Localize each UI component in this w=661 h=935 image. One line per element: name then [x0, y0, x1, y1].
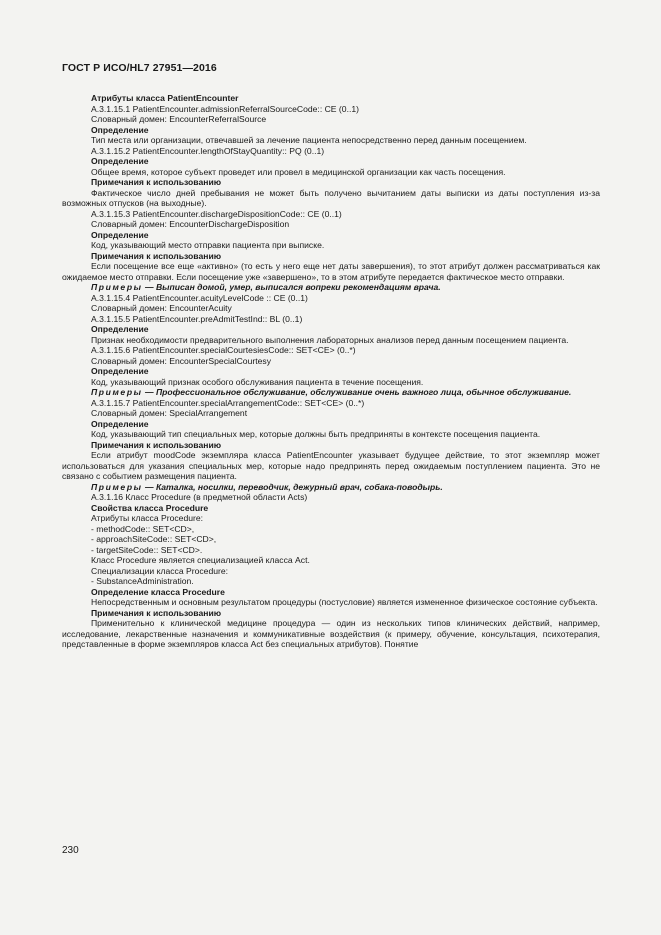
definition-heading: Определение класса Procedure — [91, 586, 225, 597]
document-header: ГОСТ Р ИСО/HL7 27951—2016 — [62, 62, 217, 74]
attribute-line: A.3.1.15.5 PatientEncounter.preAdmitTestInd:: BL (0..1) — [91, 313, 303, 324]
attributes-intro: Атрибуты класса Procedure: — [91, 513, 204, 523]
paragraph: Если посещение все еще «активно» (то есть у него еще нет даты завершения), то этот атрибут должен рассматриваться как ожидаемое место отправки. Если посещение уже «завершено», то в этом атрибуте передается фактическое место отправки. — [62, 261, 600, 282]
definition-heading: Определение — [91, 324, 149, 334]
definition-heading: Определение — [91, 229, 149, 240]
example-label: Примеры — [91, 481, 143, 492]
example-label: Примеры — [91, 282, 143, 292]
example-text: — Каталка, носилки, переводчик, дежурный врач, собака-поводырь. — [142, 481, 443, 492]
attribute-line: A.3.1.15.7 PatientEncounter.specialArrangementCode:: SET<CE> (0..*) — [91, 397, 365, 408]
page-number: 230 — [62, 845, 79, 856]
list-item: - targetSiteCode:: SET<CD>. — [91, 544, 203, 555]
attribute-line: A.3.1.15.3 PatientEncounter.dischargeDispositionCode:: CE (0..1) — [91, 208, 342, 219]
paragraph: Код, указывающий место отправки пациента при выписке. — [91, 240, 325, 250]
definition-heading: Определение — [91, 418, 149, 429]
paragraph: Код, указывающий тип специальных мер, которые должны быть предприняты в контексте посещения пациента. — [91, 429, 541, 439]
example-label: Примеры — [91, 387, 143, 397]
usage-notes-heading: Примечания к использованию — [91, 250, 222, 261]
usage-notes-heading: Примечания к использованию — [91, 177, 222, 187]
class-heading: A.3.1.16 Класс Procedure (в предметной области Acts) — [91, 492, 308, 502]
example-text: — Профессиональное обслуживание, обслуживание очень важного лица, обычное обслуживание. — [142, 387, 572, 397]
example-note — [62, 282, 600, 293]
definition-heading: Определение — [91, 124, 149, 135]
vocabulary-domain: Словарный домен: EncounterDischargeDisposition — [91, 219, 290, 229]
paragraph: Если атрибут moodCode экземпляра класса PatientEncounter указывает будущее действие, то этот экземпляр может использоваться для указания специальных мер, которые надо предпринять перед ожидаемым поступлением пациента. Это не связано с событием размещения пациента. — [62, 450, 600, 481]
vocabulary-domain: Словарный домен: EncounterAcuity — [91, 303, 232, 313]
paragraph: Фактическое число дней пребывания не может быть получено вычитанием даты выписки из даты поступления из-за возможных отпусков (на выходные). — [62, 187, 600, 208]
paragraph: Признак необходимости предварительного выполнения лабораторных анализов перед данным посещением пациента. — [91, 334, 569, 345]
attribute-line: A.3.1.15.4 PatientEncounter.acuityLevelCode :: CE (0..1) — [91, 292, 308, 303]
paragraph: Тип места или организации, отвечавшей за лечение пациента непосредственно перед данным посещением. — [91, 135, 527, 145]
paragraph: Код, указывающий признак особого обслуживания пациента в течение посещения. — [91, 376, 424, 387]
definition-heading: Определение — [91, 366, 149, 376]
usage-notes-heading: Примечания к использованию — [91, 439, 222, 450]
properties-heading: Свойства класса Procedure — [91, 502, 209, 513]
attribute-line: A.3.1.15.2 PatientEncounter.lengthOfStayQuantity:: PQ (0..1) — [91, 145, 325, 156]
example-note — [62, 482, 600, 493]
section-heading: Атрибуты класса PatientEncounter — [91, 93, 239, 103]
vocabulary-domain: Словарный домен: EncounterReferralSource — [91, 114, 267, 124]
specializations-intro: Специализации класса Procedure: — [91, 565, 229, 576]
paragraph: Класс Procedure является специализацией класса Act. — [91, 555, 310, 565]
attribute-line: A.3.1.15.6 PatientEncounter.specialCourtesiesCode:: SET<CE> (0..*) — [91, 345, 356, 355]
vocabulary-domain: Словарный домен: EncounterSpecialCourtesy — [91, 355, 271, 366]
usage-notes-heading: Примечания к использованию — [91, 607, 222, 618]
example-text: — Выписан домой, умер, выписался вопреки рекомендациям врача. — [142, 282, 441, 292]
document-body — [62, 93, 600, 650]
attribute-line: A.3.1.15.1 PatientEncounter.admissionReferralSourceCode:: CE (0..1) — [91, 103, 359, 114]
paragraph: Непосредственным и основным результатом процедуры (постусловие) является измененное физическое состояние субъекта. — [91, 597, 598, 607]
list-item: - methodCode:: SET<CD>, — [91, 523, 195, 534]
paragraph: Общее время, которое субъект проведет или провел в медицинской организации как часть посещения. — [91, 166, 506, 177]
example-note — [62, 387, 600, 398]
paragraph: Применительно к клинической медицине процедура — один из нескольких типов клинических действий, например, исследование, лекарственные назначения и коммуникативные воздействия (к примеру, обучение, консультация, психотерапия, представленные в форме экземпляров класса Act без специальных атрибутов). Понятие — [62, 618, 600, 649]
vocabulary-domain: Словарный домен: SpecialArrangement — [91, 408, 248, 418]
list-item: - SubstanceAdministration. — [91, 576, 194, 586]
list-item: - approachSiteCode:: SET<CD>, — [91, 534, 217, 544]
definition-heading: Определение — [91, 156, 149, 166]
